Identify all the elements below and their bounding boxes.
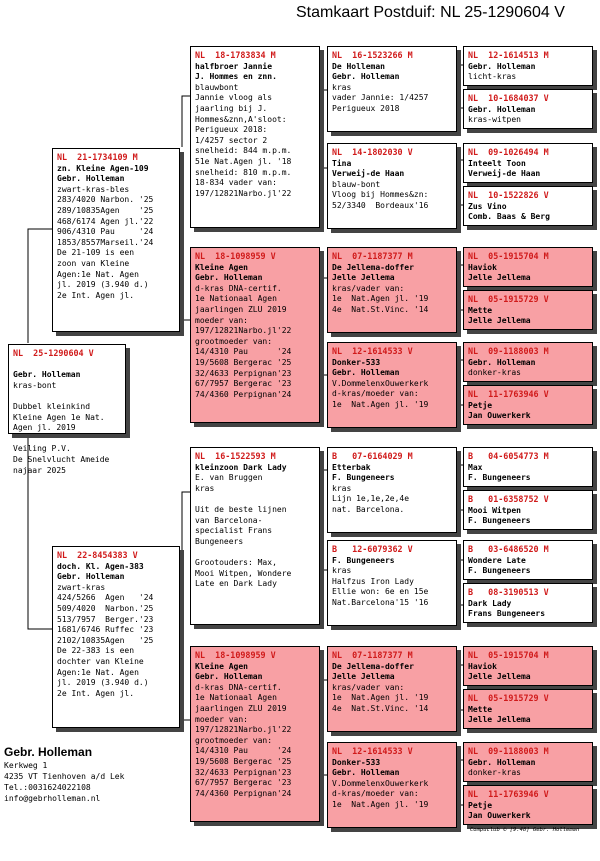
card-line: moeder van: bbox=[195, 714, 248, 724]
ring-number: NL 14-1802030 V bbox=[332, 147, 413, 157]
ring-number: NL 11-1763946 V bbox=[468, 389, 549, 399]
pedigree-card-g8 bbox=[463, 385, 593, 425]
card-line: 513/7957 Berger.'23 bbox=[57, 614, 154, 624]
pedigree-card-dsd bbox=[327, 540, 457, 626]
card-line: Gebr. Holleman bbox=[468, 61, 536, 71]
card-line: 283/4020 Narbon. '25 bbox=[57, 195, 154, 205]
card-line: Donker-533 bbox=[332, 357, 381, 367]
pedigree-card-g11 bbox=[463, 540, 593, 580]
card-line: Gebr. Holleman bbox=[57, 572, 125, 582]
card-line: kras/vader van: bbox=[332, 682, 405, 692]
pedigree-card-g16 bbox=[463, 785, 593, 825]
card-line: V.DommelenxOuwerkerk bbox=[332, 378, 429, 388]
card-line: Haviok bbox=[468, 262, 497, 272]
card-line: Agen:1e Nat. Agen bbox=[57, 269, 139, 279]
card-line: Jelle Jellema bbox=[468, 672, 531, 682]
card-line: kras bbox=[332, 483, 352, 493]
card-line: Nat.Barcelona'15 '16 bbox=[332, 597, 429, 607]
card-line: Jan Ouwerkerk bbox=[468, 411, 531, 421]
card-line: Tina bbox=[332, 158, 352, 168]
card-line: Comb. Baas & Berg bbox=[468, 212, 550, 222]
card-line: d-kras DNA-certif. bbox=[195, 283, 282, 293]
card-line bbox=[13, 391, 121, 402]
card-line: kras bbox=[332, 82, 352, 92]
card-line: De 21-109 is een bbox=[57, 248, 135, 258]
owner-address: Kerkweg 1 bbox=[4, 761, 48, 770]
pedigree-card-g4 bbox=[463, 186, 593, 226]
ring-number: NL 21-1734109 M bbox=[57, 152, 138, 162]
card-line: kras bbox=[195, 483, 215, 493]
pedigree-card-g12 bbox=[463, 583, 593, 623]
card-line: Kleine Agen bbox=[195, 262, 248, 272]
card-line: dochter van Kleine bbox=[57, 656, 144, 666]
pedigree-card-ddd bbox=[327, 742, 457, 828]
card-line: De Holleman bbox=[332, 61, 385, 71]
card-line: Frans Bungeneers bbox=[468, 609, 546, 619]
pedigree-card-g15 bbox=[463, 742, 593, 782]
ring-number: B 07-6164029 M bbox=[332, 451, 413, 461]
ring-number: NL 22-8454383 V bbox=[57, 550, 138, 560]
card-line: nat. Barcelona. bbox=[332, 504, 405, 514]
card-line: Mette bbox=[468, 305, 493, 315]
card-line: Vloog bij Hommes&zn: bbox=[332, 190, 429, 200]
card-line: Gebr. Holleman bbox=[13, 370, 81, 380]
owner-city: 4235 VT Tienhoven a/d Lek bbox=[4, 772, 125, 781]
card-line: V.DommelenxOuwerkerk bbox=[332, 778, 429, 788]
card-line: Kleine Agen bbox=[195, 661, 248, 671]
card-line: 19/5608 Bergerac '25 bbox=[195, 357, 292, 367]
card-line: kras-witpen bbox=[468, 115, 521, 125]
card-line: vader Jannie: 1/4257 bbox=[332, 93, 429, 103]
pedigree-card-sdd bbox=[327, 342, 457, 428]
ring-number: NL 10-1522826 V bbox=[468, 190, 549, 200]
card-line: Jannie vloog als bbox=[195, 93, 273, 103]
card-line: Gebr. Holleman bbox=[468, 357, 536, 367]
ring-number: NL 05-1915729 V bbox=[468, 693, 549, 703]
ring-number: NL 05-1915704 M bbox=[468, 251, 549, 261]
pedigree-card-sss bbox=[327, 46, 457, 132]
card-line: jaarlingen ZLU 2019 bbox=[195, 304, 287, 314]
pedigree-card-g7 bbox=[463, 342, 593, 382]
card-line: 1e Nationaal Agen bbox=[195, 294, 277, 304]
card-line: Mooi Witpen, Wondere bbox=[195, 568, 292, 578]
card-line: Jelle Jellema bbox=[468, 273, 531, 283]
pedigree-card-g13 bbox=[463, 646, 593, 686]
card-line: snelheid: 810 m.p.m. bbox=[195, 167, 292, 177]
card-line: zn. Kleine Agen-109 bbox=[57, 163, 149, 173]
ring-number: B 04-6054773 M bbox=[468, 451, 549, 461]
card-line: Gebr. Holleman bbox=[332, 768, 400, 778]
card-line: 32/4633 Perpignan'23 bbox=[195, 368, 292, 378]
card-line bbox=[195, 547, 315, 558]
card-line: Halfzus Iron Lady bbox=[332, 576, 414, 586]
card-line: J. Hommes en znn. bbox=[195, 72, 277, 82]
pedigree-card-ssd bbox=[327, 143, 457, 229]
card-line: De Snelvlucht Ameide bbox=[13, 454, 110, 464]
card-line: 468/6174 Agen jl.'22 bbox=[57, 216, 154, 226]
card-line: 67/7957 Bergerac '23 bbox=[195, 379, 292, 389]
card-line: F. Bungeneers bbox=[468, 473, 531, 483]
card-line: Jelle Jellema bbox=[332, 672, 395, 682]
card-line: zoon van Kleine bbox=[57, 258, 130, 268]
card-line: Haviok bbox=[468, 661, 497, 671]
card-line: Gebr. Holleman bbox=[468, 104, 536, 114]
card-line: Jan Ouwerkerk bbox=[468, 811, 531, 821]
card-line: Zus Vino bbox=[468, 201, 507, 211]
pedigree-card-sd bbox=[190, 247, 320, 423]
card-line: Jelle Jellema bbox=[468, 316, 531, 326]
card-line: Donker-533 bbox=[332, 757, 381, 767]
pedigree-card-g1 bbox=[463, 46, 593, 86]
pedigree-card-dd bbox=[190, 646, 320, 822]
card-line: d-kras/moeder van: bbox=[332, 389, 419, 399]
card-line: Dubbel kleinkind bbox=[13, 401, 91, 411]
card-line: 289/10835Agen '25 bbox=[57, 205, 154, 215]
card-line: 4e Nat.St.Vinc. '14 bbox=[332, 703, 429, 713]
card-line: jl. 2019 (3.940 d.) bbox=[57, 280, 149, 290]
card-line: 14/4310 Pau '24 bbox=[195, 347, 292, 357]
ring-number: NL 16-1522593 M bbox=[195, 451, 276, 461]
card-line: Dark Lady bbox=[468, 598, 512, 608]
ring-number: NL 11-1763946 V bbox=[468, 789, 549, 799]
card-line: 509/4020 Narbon.'25 bbox=[57, 603, 154, 613]
ring-number: B 12-6079362 V bbox=[332, 544, 413, 554]
footer-credit: Compuclub © [9.48] Gebr. Holleman bbox=[470, 827, 580, 833]
card-line: Uit de beste lijnen bbox=[195, 504, 287, 514]
card-line: donker-kras bbox=[468, 368, 521, 378]
ring-number: NL 07-1187377 M bbox=[332, 650, 413, 660]
pedigree-card-ds bbox=[190, 447, 320, 625]
pedigree-card-g2 bbox=[463, 89, 593, 129]
pedigree-card-g10 bbox=[463, 490, 593, 530]
card-line: zwart-kras-bles bbox=[57, 184, 130, 194]
card-line: 2102/10835Agen '25 bbox=[57, 635, 154, 645]
card-line: blauw-bont bbox=[332, 179, 381, 189]
card-line: Max bbox=[468, 462, 483, 472]
card-line: 1681/6746 Ruffec '23 bbox=[57, 625, 154, 635]
card-line: De Jellema-doffer bbox=[332, 661, 414, 671]
card-line bbox=[195, 494, 315, 505]
pedigree-card-g9 bbox=[463, 447, 593, 487]
ring-number: NL 05-1915729 V bbox=[468, 294, 549, 304]
card-line: F. Bungeneers bbox=[468, 516, 531, 526]
card-line: 74/4360 Perpignan'24 bbox=[195, 389, 292, 399]
ring-number: NL 18-1783834 M bbox=[195, 50, 276, 60]
card-line: Inteelt Toon bbox=[468, 158, 526, 168]
card-line: Kleine Agen 1e Nat. bbox=[13, 412, 105, 422]
card-line: Perigueux 2018 bbox=[332, 103, 400, 113]
pedigree-card-g14 bbox=[463, 689, 593, 729]
card-line: 74/4360 Perpignan'24 bbox=[195, 788, 292, 798]
card-line: Gebr. Holleman bbox=[332, 72, 400, 82]
card-line: 1e Nationaal Agen bbox=[195, 693, 277, 703]
card-line: grootmoeder van: bbox=[195, 735, 273, 745]
pedigree-card-ss bbox=[190, 46, 320, 228]
card-line: licht-kras bbox=[468, 72, 517, 82]
ring-number: NL 09-1026494 M bbox=[468, 147, 549, 157]
card-line: Veiling P.V. bbox=[13, 444, 71, 454]
card-line: 424/5266 Agen '24 bbox=[57, 593, 154, 603]
card-line: jaarling bij J. bbox=[195, 103, 268, 113]
card-line: van Barcelona- bbox=[195, 515, 263, 525]
card-line: Ellie won: 6e en 15e bbox=[332, 587, 429, 597]
card-line: 1/4257 sector 2 bbox=[195, 135, 268, 145]
card-line: Jelle Jellema bbox=[468, 715, 531, 725]
page-title: Stamkaart Postduif: NL 25-1290604 V bbox=[296, 4, 565, 21]
ring-number: NL 07-1187377 M bbox=[332, 251, 413, 261]
owner-phone: Tel.:0031624022108 bbox=[4, 783, 91, 792]
card-line: 197/12821Narbo.jl'22 bbox=[195, 725, 292, 735]
card-line bbox=[13, 360, 121, 371]
card-line: blauwbont bbox=[195, 82, 239, 92]
pedigree-card-sire bbox=[52, 148, 180, 332]
card-line: 2e Int. Agen jl. bbox=[57, 290, 135, 300]
card-line: 1e Nat.Agen jl. '19 bbox=[332, 294, 429, 304]
card-line: Gebr. Holleman bbox=[57, 174, 125, 184]
card-line: 906/4310 Pau '24 bbox=[57, 227, 154, 237]
card-line: 197/12821Narbo.jl'22 bbox=[195, 188, 292, 198]
ring-number: NL 18-1098959 V bbox=[195, 251, 276, 261]
ring-number: NL 12-1614533 V bbox=[332, 746, 413, 756]
pedigree-card-g6 bbox=[463, 290, 593, 330]
ring-number: NL 25-1290604 V bbox=[13, 348, 94, 358]
card-line: snelheid: 844 m.p.m. bbox=[195, 146, 292, 156]
card-line bbox=[13, 434, 121, 445]
card-line: Gebr. Holleman bbox=[195, 672, 263, 682]
pedigree-card-dss bbox=[327, 447, 457, 533]
ring-number: NL 05-1915704 M bbox=[468, 650, 549, 660]
card-line: 2e Int. Agen jl. bbox=[57, 688, 135, 698]
pedigree-card-sds bbox=[327, 247, 457, 333]
card-line: Perigueux 2018: bbox=[195, 125, 268, 135]
pedigree-card-dds bbox=[327, 646, 457, 732]
card-line: F. Bungeneers bbox=[332, 555, 395, 565]
card-line: zwart-kras bbox=[57, 582, 106, 592]
owner-block bbox=[4, 744, 124, 804]
card-line: Late en Dark Lady bbox=[195, 579, 277, 589]
card-line: Petje bbox=[468, 800, 493, 810]
card-line: grootmoeder van: bbox=[195, 336, 273, 346]
card-line: Agen jl. 2019 bbox=[13, 423, 76, 433]
owner-name: Gebr. Holleman bbox=[4, 745, 93, 759]
card-line: donker-kras bbox=[468, 768, 521, 778]
card-line: 52/3340 Bordeaux'16 bbox=[332, 200, 429, 210]
pedigree-card-g5 bbox=[463, 247, 593, 287]
ring-number: B 01-6358752 V bbox=[468, 494, 549, 504]
card-line: moeder van: bbox=[195, 315, 248, 325]
card-line: Wondere Late bbox=[468, 555, 526, 565]
card-line: kleinzoon Dark Lady bbox=[195, 462, 287, 472]
card-line: d-kras DNA-certif. bbox=[195, 682, 282, 692]
card-line: 1e Nat.Agen jl. '19 bbox=[332, 799, 429, 809]
ring-number: NL 16-1523266 M bbox=[332, 50, 413, 60]
card-line: jl. 2019 (3.940 d.) bbox=[57, 678, 149, 688]
ring-number: B 08-3190513 V bbox=[468, 587, 549, 597]
card-line: 1e Nat.Agen jl. '19 bbox=[332, 399, 429, 409]
card-line: Gebr. Holleman bbox=[195, 273, 263, 283]
card-line: najaar 2025 bbox=[13, 465, 66, 475]
card-line: d-kras/moeder van: bbox=[332, 789, 419, 799]
card-line: halfbroer Jannie bbox=[195, 61, 273, 71]
ring-number: NL 09-1188003 M bbox=[468, 746, 549, 756]
card-line: Jelle Jellema bbox=[332, 273, 395, 283]
card-line: Bungeneers bbox=[195, 536, 244, 546]
card-line: Etterbak bbox=[332, 462, 371, 472]
card-line: 32/4633 Perpignan'23 bbox=[195, 767, 292, 777]
card-line: 18-834 vader van: bbox=[195, 178, 277, 188]
ring-number: NL 09-1188003 M bbox=[468, 346, 549, 356]
card-line: 197/12821Narbo.jl'22 bbox=[195, 326, 292, 336]
card-line: Mooi Witpen bbox=[468, 505, 521, 515]
owner-email: info@gebrholleman.nl bbox=[4, 794, 101, 803]
ring-number: NL 12-1614533 V bbox=[332, 346, 413, 356]
card-line: Agen:1e Nat. Agen bbox=[57, 667, 139, 677]
card-line: Lijn 1e,1e,2e,4e bbox=[332, 494, 410, 504]
card-line: specialist Frans bbox=[195, 526, 273, 536]
ring-number: NL 10-1684037 V bbox=[468, 93, 549, 103]
card-line: kras-bont bbox=[13, 380, 57, 390]
ring-number: B 03-6486520 M bbox=[468, 544, 549, 554]
card-line: 14/4310 Pau '24 bbox=[195, 746, 292, 756]
pedigree-card-g3 bbox=[463, 143, 593, 183]
ring-number: NL 12-1614513 M bbox=[468, 50, 549, 60]
card-line: 51e Nat.Agen jl. '18 bbox=[195, 156, 292, 166]
card-line: E. van Bruggen bbox=[195, 473, 263, 483]
card-line: Hommes&znn,A'sloot: bbox=[195, 114, 287, 124]
card-line: 1853/8557Marseil.'24 bbox=[57, 237, 154, 247]
card-line: Petje bbox=[468, 400, 493, 410]
card-line: Grootouders: Max, bbox=[195, 557, 277, 567]
card-line: 67/7957 Bergerac '23 bbox=[195, 778, 292, 788]
card-line: 1e Nat.Agen jl. '19 bbox=[332, 693, 429, 703]
card-line: Mette bbox=[468, 704, 493, 714]
card-line: Gebr. Holleman bbox=[468, 757, 536, 767]
pedigree-card-dam bbox=[52, 546, 180, 728]
card-line: 4e Nat.St.Vinc. '14 bbox=[332, 304, 429, 314]
card-line: doch. Kl. Agen-383 bbox=[57, 561, 144, 571]
pedigree-card-self bbox=[8, 344, 126, 475]
card-line: 19/5608 Bergerac '25 bbox=[195, 756, 292, 766]
card-line: F. Bungeneers bbox=[468, 566, 531, 576]
card-line: Verweij-de Haan bbox=[332, 169, 405, 179]
card-line: jaarlingen ZLU 2019 bbox=[195, 703, 287, 713]
ring-number: NL 18-1098959 V bbox=[195, 650, 276, 660]
card-line: De 22-383 is een bbox=[57, 646, 135, 656]
card-line: kras bbox=[332, 566, 352, 576]
card-line: Gebr. Holleman bbox=[332, 368, 400, 378]
card-line: De Jellema-doffer bbox=[332, 262, 414, 272]
card-line: Verweij-de Haan bbox=[468, 169, 541, 179]
card-line: kras/vader van: bbox=[332, 283, 405, 293]
card-line: F. Bungeneers bbox=[332, 473, 395, 483]
